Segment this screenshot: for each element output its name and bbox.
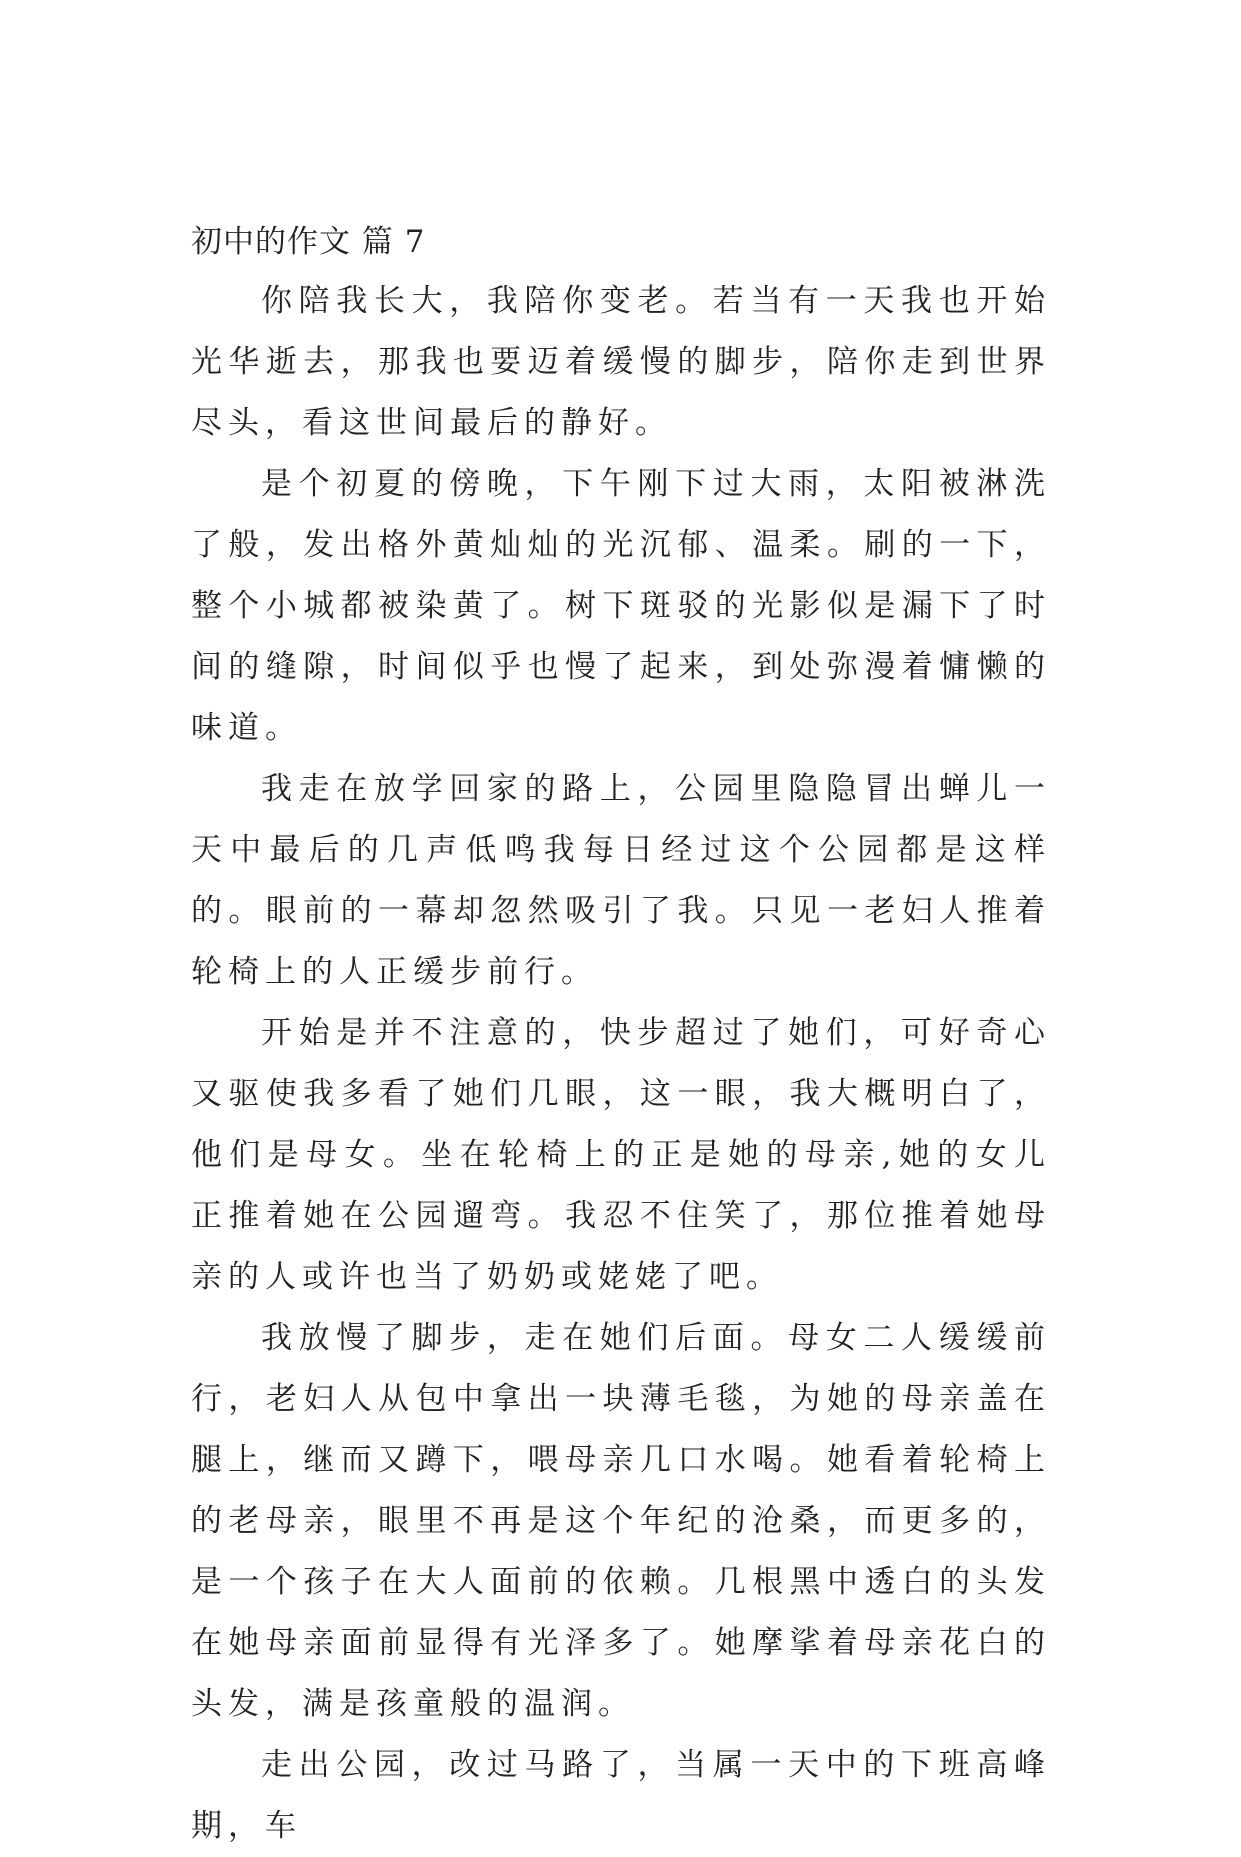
paragraph-1: 你陪我长大，我陪你变老。若当有一天我也开始光华逝去，那我也要迈着缓慢的脚步，陪你走到世界尽头，看这世间最后的静好。 (191, 283, 1051, 441)
paragraph-2: 是个初夏的傍晚，下午刚下过大雨，太阳被淋洗了般，发出格外黄灿灿的光沉郁、温柔。刷的一下，整个小城都被染黄了。树下斑驳的光影似是漏下了时间的缝隙，时间似乎也慢了起来，到处弥漫着慵懒的味道。 (191, 466, 1051, 746)
document-body (191, 222, 1051, 1857)
paragraph-4: 开始是并不注意的，快步超过了她们，可好奇心又驱使我多看了她们几眼，这一眼，我大概明白了，他们是母女。坐在轮椅上的正是她的母亲,她的女儿正推着她在公园遛弯。我忍不住笑了，那位推着她母亲的人或许也当了奶奶或姥姥了吧。 (191, 1015, 1051, 1295)
essay-heading: 初中的作文 篇 7 (191, 224, 426, 260)
paragraph-3: 我走在放学回家的路上，公园里隐隐冒出蝉儿一天中最后的几声低鸣我每日经过这个公园都是这样的。眼前的一幕却忽然吸引了我。只见一老妇人推着轮椅上的人正缓步前行。 (191, 771, 1051, 990)
paragraph-6: 走出公园，改过马路了，当属一天中的下班高峰期，车 (191, 1747, 1051, 1844)
paragraph-5: 我放慢了脚步，走在她们后面。母女二人缓缓前行，老妇人从包中拿出一块薄毛毯，为她的母亲盖在腿上，继而又蹲下，喂母亲几口水喝。她看着轮椅上的老母亲，眼里不再是这个年纪的沧桑，而更多的，是一个孩子在大人面前的依赖。几根黑中透白的头发在她母亲面前显得有光泽多了。她摩挲着母亲花白的头发，满是孩童般的温润。 (191, 1320, 1051, 1722)
